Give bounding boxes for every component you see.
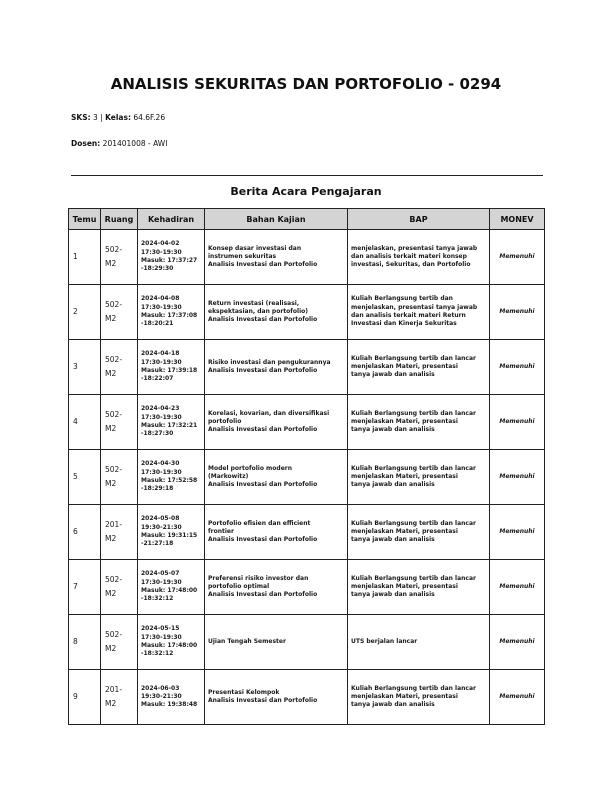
bap-line: dan analisis terkait materi Return — [351, 312, 466, 319]
room-cell — [101, 615, 138, 670]
bap-cell — [348, 340, 490, 395]
monev-status: Memenuhi — [490, 450, 545, 505]
attendance-line: 2024-04-23 — [141, 405, 180, 413]
kelas-label: Kelas: — [105, 113, 131, 122]
topic-line: Analisis Investasi dan Portofolio — [208, 697, 318, 704]
attendance-line: 2024-05-07 — [141, 570, 180, 578]
attendance-cell — [138, 505, 205, 560]
room-line: M2 — [105, 644, 117, 653]
attendance-cell — [138, 340, 205, 395]
kelas-value: 64.6F.26 — [133, 113, 166, 122]
bap-line: menjelaskan, presentasi tanya jawab — [351, 303, 478, 311]
meeting-number: 4 — [69, 395, 101, 450]
bap-line: Kuliah Berlangsung tertib dan lancar — [351, 574, 476, 582]
attendance-line: Masuk: 19:38:48 — [141, 701, 198, 709]
monev-status: Memenuhi — [490, 670, 545, 725]
col-header-temu: Temu — [69, 209, 101, 230]
room-line: 502- — [105, 300, 123, 309]
topic-cell — [205, 395, 348, 450]
bap-line: Kuliah Berlangsung tertib dan lancar — [351, 464, 476, 472]
col-header-kehadiran: Kehadiran — [138, 209, 205, 230]
col-header-bap: BAP — [348, 209, 490, 230]
bap-cell — [348, 285, 490, 340]
attendance-line: -18:22:07 — [141, 375, 174, 383]
attendance-line: 17:30-19:30 — [141, 633, 182, 641]
attendance-line: Masuk: 17:32:21 — [141, 422, 198, 429]
topic-line: portofolio — [208, 417, 242, 425]
topic-line: Model portofolio modern — [208, 464, 292, 472]
topic-line: Risiko investasi dan pengukurannya — [208, 358, 331, 366]
monev-status: Memenuhi — [490, 340, 545, 395]
bap-line: menjelaskan Materi, presentasi — [351, 692, 458, 700]
room-cell — [101, 340, 138, 395]
room-cell — [101, 395, 138, 450]
topic-cell — [205, 450, 348, 505]
room-cell — [101, 560, 138, 615]
room-line: 502- — [105, 465, 123, 474]
monev-status: Memenuhi — [490, 505, 545, 560]
attendance-line: Masuk: 17:48:00 — [141, 587, 198, 594]
attendance-line: 2024-05-15 — [141, 625, 180, 633]
table-row — [69, 340, 545, 395]
topic-cell — [205, 340, 348, 395]
table-row — [69, 505, 545, 560]
table-row — [69, 560, 545, 615]
attendance-line: -18:32:12 — [141, 595, 174, 603]
table-row — [69, 670, 545, 725]
topic-line: Analisis Investasi dan Portofolio — [208, 261, 318, 269]
dosen-label: Dosen: — [71, 139, 101, 148]
meeting-number: 7 — [69, 560, 101, 615]
bap-line: menjelaskan Materi, presentasi — [351, 582, 458, 590]
meeting-number: 5 — [69, 450, 101, 505]
attendance-line: 2024-04-18 — [141, 350, 180, 358]
meeting-number: 1 — [69, 230, 101, 285]
table-header-row — [69, 209, 545, 230]
bap-line: tanya jawab dan analisis — [351, 481, 435, 489]
attendance-line: 19:30-21:30 — [141, 523, 182, 531]
page-title: ANALISIS SEKURITAS DAN PORTOFOLIO - 0294 — [110, 75, 502, 93]
topic-line: Analisis Investasi dan Portofolio — [208, 481, 318, 489]
bap-line: tanya jawab dan analisis — [351, 536, 435, 544]
bap-cell — [348, 615, 490, 670]
bap-line: investasi, Sekuritas, dan Portofolio — [351, 261, 471, 269]
bap-line: menjelaskan Materi, presentasi — [351, 417, 458, 425]
teaching-record-table — [68, 208, 545, 725]
col-header-monev: MONEV — [490, 209, 545, 230]
topic-cell — [205, 615, 348, 670]
meeting-number: 3 — [69, 340, 101, 395]
topic-line: frontier — [208, 527, 234, 535]
bap-line: menjelaskan Materi, presentasi — [351, 527, 458, 535]
attendance-cell — [138, 450, 205, 505]
sks-label: SKS: — [71, 113, 91, 122]
topic-line: Korelasi, kovarian, dan diversifikasi — [208, 409, 330, 417]
bap-line: tanya jawab dan analisis — [351, 371, 435, 379]
topic-line: portofolio optimal — [208, 582, 270, 590]
room-line: 502- — [105, 245, 123, 254]
bap-line: menjelaskan Materi, presentasi — [351, 362, 458, 370]
room-line: 201- — [105, 685, 123, 694]
topic-line: Analisis Investasi dan Portofolio — [208, 426, 318, 434]
course-meta-sks — [71, 113, 165, 122]
topic-cell — [205, 505, 348, 560]
bap-line: tanya jawab dan analisis — [351, 701, 435, 709]
attendance-line: 17:30-19:30 — [141, 358, 182, 366]
topic-line: Portofolio efisien dan efficient — [208, 519, 311, 527]
bap-line: Kuliah Berlangsung tertib dan lancar — [351, 519, 476, 527]
topic-line: Analisis Investasi dan Portofolio — [208, 367, 318, 374]
topic-line: Return investasi (realisasi, — [208, 299, 300, 307]
monev-status: Memenuhi — [490, 615, 545, 670]
bap-line: Kuliah Berlangsung tertib dan lancar — [351, 354, 476, 362]
divider — [71, 175, 543, 176]
meeting-number: 9 — [69, 670, 101, 725]
attendance-line: Masuk: 17:37:08 — [141, 312, 198, 319]
attendance-line: 19:30-21:30 — [141, 692, 182, 700]
attendance-line: -21:27:18 — [141, 540, 174, 548]
attendance-cell — [138, 560, 205, 615]
bap-cell — [348, 670, 490, 725]
monev-status: Memenuhi — [490, 560, 545, 615]
room-cell — [101, 670, 138, 725]
monev-status: Memenuhi — [490, 230, 545, 285]
table-row — [69, 285, 545, 340]
meeting-number: 8 — [69, 615, 101, 670]
attendance-line: -18:29:18 — [141, 485, 174, 493]
table-body — [69, 230, 545, 725]
topic-cell — [205, 285, 348, 340]
table-row — [69, 450, 545, 505]
attendance-line: Masuk: 17:48:00 — [141, 642, 198, 649]
attendance-line: Masuk: 17:52:58 — [141, 477, 198, 484]
room-line: M2 — [105, 314, 117, 323]
attendance-line: Masuk: 17:37:27 — [141, 257, 198, 264]
attendance-cell — [138, 670, 205, 725]
room-line: M2 — [105, 259, 117, 268]
monev-status: Memenuhi — [490, 395, 545, 450]
topic-line: Konsep dasar investasi dan — [208, 244, 302, 252]
bap-line: Investasi dan Kinerja Sekuritas — [351, 320, 457, 328]
col-header-bahan-kajian: Bahan Kajian — [205, 209, 348, 230]
section-title: Berita Acara Pengajaran — [230, 185, 382, 198]
attendance-line: 2024-06-03 — [141, 684, 180, 692]
topic-line: Analisis Investasi dan Portofolio — [208, 316, 318, 324]
attendance-cell — [138, 230, 205, 285]
bap-line: tanya jawab dan analisis — [351, 591, 435, 599]
bap-cell — [348, 450, 490, 505]
room-cell — [101, 450, 138, 505]
dosen-value: 201401008 - AWI — [102, 139, 168, 148]
sks-value: 3 | — [93, 113, 106, 122]
bap-line: menjelaskan, presentasi tanya jawab — [351, 244, 478, 252]
room-cell — [101, 285, 138, 340]
bap-line: dan analisis terkait materi konsep — [351, 252, 467, 260]
room-line: 502- — [105, 630, 123, 639]
attendance-line: -18:20:21 — [141, 320, 174, 328]
room-line: 201- — [105, 520, 123, 529]
bap-line: UTS berjalan lancar — [351, 637, 418, 645]
room-line: M2 — [105, 699, 117, 708]
attendance-line: 2024-04-08 — [141, 295, 180, 303]
room-cell — [101, 505, 138, 560]
table-row — [69, 395, 545, 450]
topic-line: ekspektasian, dan portofolio) — [208, 307, 308, 315]
course-meta-dosen — [71, 139, 167, 148]
attendance-line: 2024-04-30 — [141, 460, 180, 468]
attendance-cell — [138, 615, 205, 670]
col-header-ruang: Ruang — [101, 209, 138, 230]
topic-cell — [205, 560, 348, 615]
topic-cell — [205, 230, 348, 285]
attendance-line: 2024-05-08 — [141, 515, 180, 523]
meeting-number: 6 — [69, 505, 101, 560]
room-line: M2 — [105, 424, 117, 433]
topic-line: Analisis Investasi dan Portofolio — [208, 591, 318, 599]
bap-cell — [348, 395, 490, 450]
room-cell — [101, 230, 138, 285]
topic-line: Preferensi risiko investor dan — [208, 574, 309, 582]
attendance-line: 17:30-19:30 — [141, 248, 182, 256]
table-row — [69, 615, 545, 670]
monev-status: Memenuhi — [490, 285, 545, 340]
attendance-line: -18:27:30 — [141, 430, 174, 438]
bap-line: Kuliah Berlangsung tertib dan lancar — [351, 684, 476, 692]
topic-cell — [205, 670, 348, 725]
attendance-line: -18:32:12 — [141, 650, 174, 658]
room-line: M2 — [105, 534, 117, 543]
attendance-line: 17:30-19:30 — [141, 413, 182, 421]
bap-line: Kuliah Berlangsung tertib dan — [351, 295, 453, 303]
topic-line: instrumen sekuritas — [208, 252, 277, 260]
table-row — [69, 230, 545, 285]
room-line: M2 — [105, 589, 117, 598]
attendance-line: 17:30-19:30 — [141, 468, 182, 476]
attendance-cell — [138, 285, 205, 340]
attendance-line: 17:30-19:30 — [141, 303, 182, 311]
attendance-line: 2024-04-02 — [141, 240, 180, 248]
bap-line: Kuliah Berlangsung tertib dan lancar — [351, 409, 476, 417]
topic-line: (Markowitz) — [208, 472, 249, 480]
attendance-line: Masuk: 17:39:18 — [141, 367, 198, 374]
room-line: M2 — [105, 369, 117, 378]
bap-line: menjelaskan Materi, presentasi — [351, 472, 458, 480]
attendance-line: Masuk: 19:31:15 — [141, 532, 198, 539]
room-line: 502- — [105, 410, 123, 419]
bap-cell — [348, 505, 490, 560]
bap-cell — [348, 560, 490, 615]
attendance-line: 17:30-19:30 — [141, 578, 182, 586]
room-line: 502- — [105, 575, 123, 584]
bap-line: tanya jawab dan analisis — [351, 426, 435, 434]
topic-line: Ujian Tengah Semester — [208, 637, 286, 645]
attendance-line: -18:29:30 — [141, 265, 174, 273]
topic-line: Analisis Investasi dan Portofolio — [208, 536, 318, 544]
bap-cell — [348, 230, 490, 285]
attendance-cell — [138, 395, 205, 450]
room-line: M2 — [105, 479, 117, 488]
room-line: 502- — [105, 355, 123, 364]
meeting-number: 2 — [69, 285, 101, 340]
topic-line: Presentasi Kelompok — [208, 688, 280, 696]
